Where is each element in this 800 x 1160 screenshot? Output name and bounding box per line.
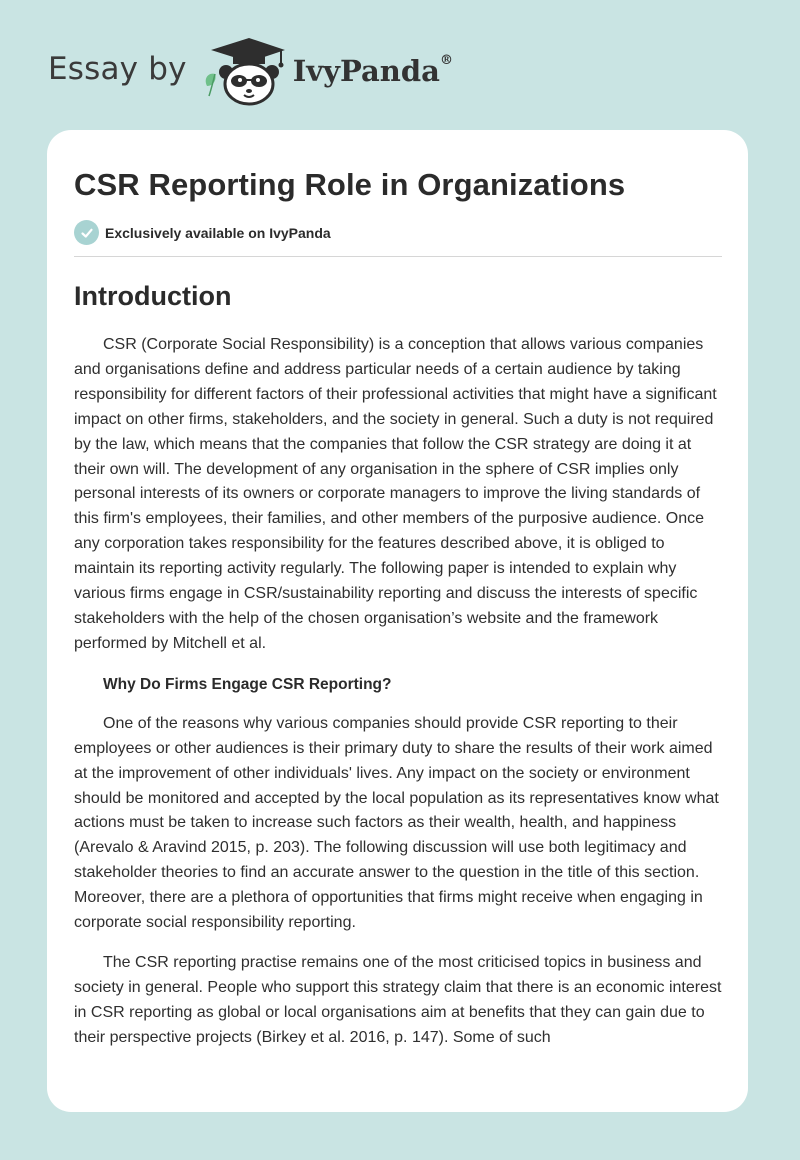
paragraph: One of the reasons why various companies should provide CSR reporting to their employees or other audiences is their primary duty to share the results of their work aimed at the improvement of other individuals' lives. Any impact on the society or environment should be monitored and accepted by the local population as its representatives know what actions must be taken to increase such factors as their wealth, health, and happiness (Arevalo & Aravind 2015, p. 203). The following discussion will use both legitimacy and stakeholder theories to find an accurate answer to the question in the title of this section. Moreover, there are a plethora of opportunities that firms might receive when engaging in corporate social responsibility reporting.: [74, 714, 719, 932]
panda-graduate-logo-icon: [201, 34, 287, 111]
article-card: [47, 130, 748, 1112]
check-circle-icon: [74, 220, 99, 245]
divider: [74, 256, 722, 257]
exclusive-badge: [74, 220, 722, 245]
paragraph: The CSR reporting practise remains one of the most criticised topics in business and society in general. People who support this strategy claim that there is an economic interest in CSR reporting as global or local organisations aim at benefits that they can gain due to their perspective projects (Birkey et al. 2016, p. 147). Some of such: [74, 953, 722, 1046]
page-title: CSR Reporting Role in Organizations: [74, 167, 626, 202]
badge-label: Exclusively available on IvyPanda: [105, 224, 331, 241]
brand-name: IvyPanda®: [292, 53, 453, 88]
subheading: Why Do Firms Engage CSR Reporting?: [103, 675, 392, 693]
brand-prefix: Essay by: [48, 51, 187, 87]
trademark-mark: ®: [439, 53, 453, 69]
section-heading: Introduction: [74, 281, 232, 311]
brand-header: [48, 36, 453, 108]
paragraph: CSR (Corporate Social Responsibility) is a conception that allows various companies and organisations define and address particular needs of a certain audience by taking responsibility for different factors of their professional activities that might have a significant impact on other firms, stakeholders, and the society in general. Such a duty is not required by the law, which means that the companies that follow the CSR strategy are doing it at their own will. The development of any organisation in the sphere of CSR implies only personal interests of its owners or corporate managers to improve the living standards of this firm's employees, their families, and other members of the purposive audience. Once any corporation takes responsibility for the features described above, it is obliged to maintain its reporting activity regularly. The following paper is intended to explain why various firms engage in CSR/sustainability reporting and discuss the interests of specific stakeholders with the help of the chosen organisation’s website and the framework performed by Mitchell et al.: [74, 336, 717, 652]
